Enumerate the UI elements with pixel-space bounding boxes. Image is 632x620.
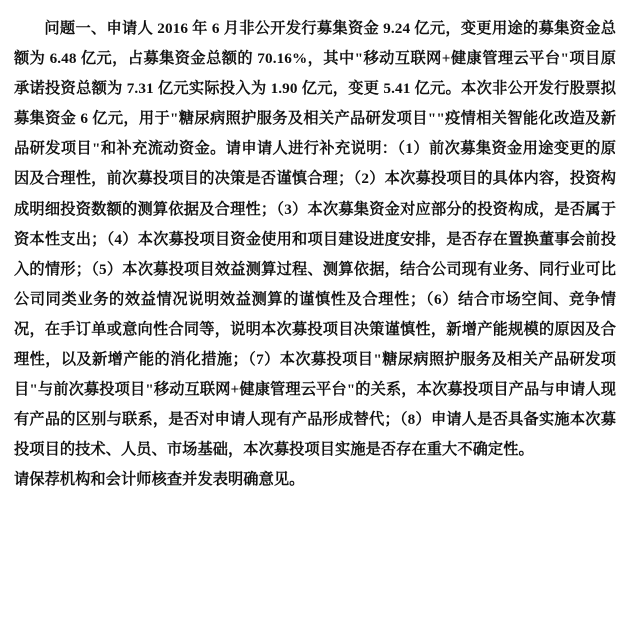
verification-request-paragraph: 请保荐机构和会计师核查并发表明确意见。 xyxy=(14,471,305,489)
document-body xyxy=(14,14,616,496)
question-paragraph: 问题一、申请人 2016 年 6 月非公开发行募集资金 9.24 亿元，变更用途的募集资金总额为 6.48 亿元，占募集资金总额的 70.16%，其中"移动互联网+健康管理云平台"项目原承诺投资总额为 7.31 亿元实际投入为 1.90 亿元，变更 5.41 亿元。本次非公开发行股票拟募集资金 6 亿元，用于"糖尿病照护服务及相关产品研发项目""疫情相关智能化改造及新品研发项目"和补充流动资金。请申请人进行补充说明：（1）前次募集资金用途变更的原因及合理性，前次募投项目的决策是否谨慎合理；（2）本次募投项目的具体内容，投资构成明细投资数额的测算依据及合理性；（3）本次募集资金对应部分的投资构成，是否属于资本性支出；（4）本次募投项目资金使用和项目建设进度安排，是否存在置换董事会前投入的情形；（5）本次募投项目效益测算过程、测算依据，结合公司现有业务、同行业可比公司同类业务的效益情况说明效益测算的谨慎性及合理性；（6）结合市场空间、竞争情况，在手订单或意向性合同等，说明本次募投项目决策谨慎性，新增产能规模的原因及合理性，以及新增产能的消化措施；（7）本次募投项目"糖尿病照护服务及相关产品研发项目"与前次募投项目"移动互联网+健康管理云平台"的关系，本次募投项目产品与申请人现有产品的区别与联系，是否对申请人现有产品形成替代；（8）申请人是否具备实施本次募投项目的技术、人员、市场基础，本次募投项目实施是否存在重大不确定性。 xyxy=(14,20,616,459)
